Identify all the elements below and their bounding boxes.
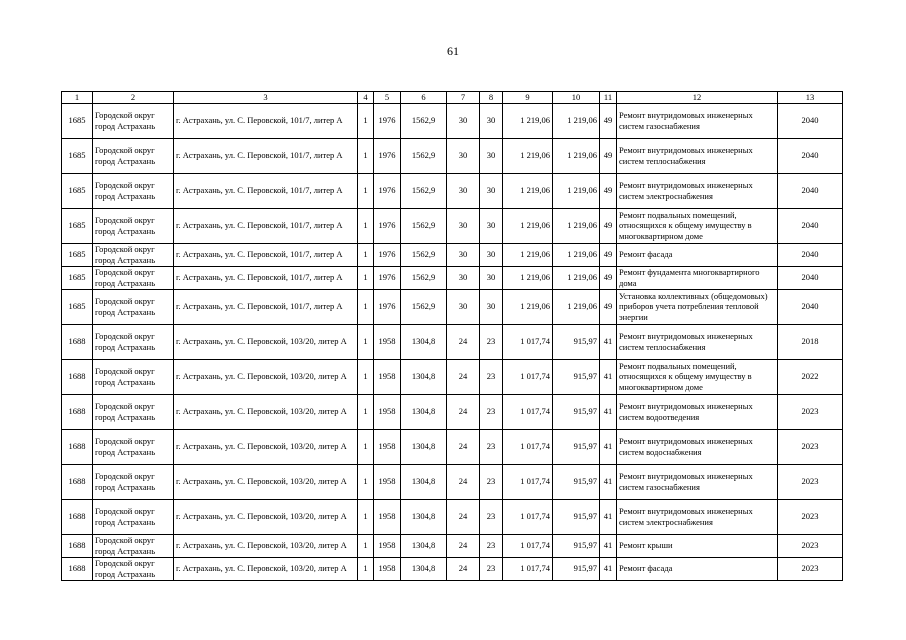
cell-plan-year: 2040 <box>778 173 843 208</box>
cell-address: г. Астрахань, ул. С. Перовской, 103/20, литер А <box>174 324 358 359</box>
cell-area: 1304,8 <box>401 499 447 534</box>
cell-col10: 1 219,06 <box>553 289 600 324</box>
cell-year: 1976 <box>374 103 401 138</box>
cell-col10: 1 219,06 <box>553 103 600 138</box>
cell-col9: 1 219,06 <box>503 243 553 266</box>
cell-id: 1688 <box>62 359 93 394</box>
cell-year: 1958 <box>374 499 401 534</box>
table-row <box>62 534 843 557</box>
page-number: 61 <box>447 44 459 58</box>
column-header: 11 <box>600 92 617 104</box>
cell-col4: 1 <box>358 266 374 289</box>
cell-municipality: Городской округ город Астрахань <box>93 208 174 243</box>
cell-col9: 1 017,74 <box>503 557 553 580</box>
cell-area: 1304,8 <box>401 359 447 394</box>
column-header: 12 <box>617 92 778 104</box>
cell-address: г. Астрахань, ул. С. Перовской, 101/7, литер А <box>174 289 358 324</box>
cell-year: 1976 <box>374 173 401 208</box>
cell-col9: 1 017,74 <box>503 324 553 359</box>
cell-col7: 24 <box>447 499 480 534</box>
cell-col7: 30 <box>447 243 480 266</box>
cell-area: 1304,8 <box>401 394 447 429</box>
cell-col7: 24 <box>447 359 480 394</box>
cell-col8: 23 <box>480 464 503 499</box>
cell-municipality: Городской округ город Астрахань <box>93 243 174 266</box>
cell-plan-year: 2023 <box>778 557 843 580</box>
column-header: 13 <box>778 92 843 104</box>
table-row <box>62 289 843 324</box>
cell-area: 1304,8 <box>401 324 447 359</box>
table-row <box>62 103 843 138</box>
cell-year: 1958 <box>374 324 401 359</box>
cell-col10: 915,97 <box>553 359 600 394</box>
cell-id: 1685 <box>62 173 93 208</box>
cell-address: г. Астрахань, ул. С. Перовской, 101/7, литер А <box>174 266 358 289</box>
cell-address: г. Астрахань, ул. С. Перовской, 103/20, литер А <box>174 359 358 394</box>
cell-work-type: Ремонт подвальных помещений, относящихся к общему имуществу в многоквартирном доме <box>617 208 778 243</box>
cell-address: г. Астрахань, ул. С. Перовской, 103/20, литер А <box>174 429 358 464</box>
table-row <box>62 266 843 289</box>
cell-id: 1685 <box>62 243 93 266</box>
cell-plan-year: 2040 <box>778 243 843 266</box>
cell-col8: 30 <box>480 208 503 243</box>
cell-col4: 1 <box>358 289 374 324</box>
cell-col10: 915,97 <box>553 557 600 580</box>
table-row <box>62 429 843 464</box>
cell-col11: 49 <box>600 208 617 243</box>
cell-col10: 915,97 <box>553 534 600 557</box>
table-row <box>62 138 843 173</box>
cell-col10: 915,97 <box>553 499 600 534</box>
cell-col4: 1 <box>358 208 374 243</box>
cell-plan-year: 2023 <box>778 464 843 499</box>
cell-area: 1304,8 <box>401 557 447 580</box>
cell-address: г. Астрахань, ул. С. Перовской, 101/7, литер А <box>174 173 358 208</box>
cell-id: 1685 <box>62 266 93 289</box>
cell-municipality: Городской округ город Астрахань <box>93 173 174 208</box>
cell-work-type: Ремонт внутридомовых инженерных систем газоснабжения <box>617 464 778 499</box>
cell-area: 1562,9 <box>401 138 447 173</box>
cell-col4: 1 <box>358 394 374 429</box>
cell-id: 1688 <box>62 394 93 429</box>
cell-plan-year: 2040 <box>778 138 843 173</box>
cell-plan-year: 2023 <box>778 499 843 534</box>
cell-address: г. Астрахань, ул. С. Перовской, 103/20, литер А <box>174 499 358 534</box>
column-header: 3 <box>174 92 358 104</box>
column-header: 9 <box>503 92 553 104</box>
cell-municipality: Городской округ город Астрахань <box>93 266 174 289</box>
table-row <box>62 243 843 266</box>
cell-col4: 1 <box>358 359 374 394</box>
cell-col11: 41 <box>600 359 617 394</box>
cell-col11: 41 <box>600 499 617 534</box>
cell-id: 1688 <box>62 557 93 580</box>
cell-col9: 1 017,74 <box>503 429 553 464</box>
cell-id: 1688 <box>62 499 93 534</box>
cell-col10: 1 219,06 <box>553 208 600 243</box>
cell-col11: 41 <box>600 429 617 464</box>
cell-col7: 30 <box>447 103 480 138</box>
cell-col9: 1 219,06 <box>503 138 553 173</box>
cell-year: 1958 <box>374 464 401 499</box>
cell-col7: 24 <box>447 394 480 429</box>
cell-col11: 49 <box>600 289 617 324</box>
cell-col10: 915,97 <box>553 429 600 464</box>
cell-id: 1685 <box>62 289 93 324</box>
cell-col8: 23 <box>480 557 503 580</box>
cell-col4: 1 <box>358 557 374 580</box>
cell-address: г. Астрахань, ул. С. Перовской, 103/20, литер А <box>174 534 358 557</box>
cell-col11: 49 <box>600 173 617 208</box>
cell-col10: 1 219,06 <box>553 173 600 208</box>
cell-col8: 30 <box>480 289 503 324</box>
cell-municipality: Городской округ город Астрахань <box>93 138 174 173</box>
cell-year: 1976 <box>374 266 401 289</box>
cell-municipality: Городской округ город Астрахань <box>93 103 174 138</box>
header-row <box>62 92 843 104</box>
table-row <box>62 557 843 580</box>
cell-work-type: Ремонт внутридомовых инженерных систем электроснабжения <box>617 499 778 534</box>
cell-address: г. Астрахань, ул. С. Перовской, 103/20, литер А <box>174 394 358 429</box>
cell-col9: 1 219,06 <box>503 103 553 138</box>
cell-col7: 24 <box>447 534 480 557</box>
cell-col9: 1 219,06 <box>503 289 553 324</box>
cell-col7: 30 <box>447 289 480 324</box>
cell-work-type: Ремонт фасада <box>617 557 778 580</box>
cell-id: 1688 <box>62 429 93 464</box>
cell-address: г. Астрахань, ул. С. Перовской, 103/20, литер А <box>174 557 358 580</box>
cell-area: 1562,9 <box>401 289 447 324</box>
cell-col7: 30 <box>447 208 480 243</box>
column-header: 6 <box>401 92 447 104</box>
column-header: 5 <box>374 92 401 104</box>
cell-work-type: Ремонт крыши <box>617 534 778 557</box>
column-header: 4 <box>358 92 374 104</box>
column-header: 8 <box>480 92 503 104</box>
table-row <box>62 499 843 534</box>
cell-col9: 1 017,74 <box>503 359 553 394</box>
cell-municipality: Городской округ город Астрахань <box>93 359 174 394</box>
cell-col7: 30 <box>447 138 480 173</box>
cell-col9: 1 017,74 <box>503 464 553 499</box>
cell-address: г. Астрахань, ул. С. Перовской, 101/7, литер А <box>174 243 358 266</box>
cell-col10: 915,97 <box>553 464 600 499</box>
cell-municipality: Городской округ город Астрахань <box>93 499 174 534</box>
cell-col7: 24 <box>447 464 480 499</box>
table-row <box>62 464 843 499</box>
registry-table <box>61 91 843 581</box>
cell-municipality: Городской округ город Астрахань <box>93 429 174 464</box>
cell-work-type: Установка коллективных (общедомовых) приборов учета потребления тепловой энергии <box>617 289 778 324</box>
cell-id: 1688 <box>62 324 93 359</box>
cell-col10: 1 219,06 <box>553 266 600 289</box>
cell-col9: 1 017,74 <box>503 499 553 534</box>
cell-plan-year: 2023 <box>778 429 843 464</box>
cell-plan-year: 2018 <box>778 324 843 359</box>
cell-col8: 23 <box>480 499 503 534</box>
cell-year: 1958 <box>374 534 401 557</box>
cell-col11: 41 <box>600 534 617 557</box>
cell-col10: 915,97 <box>553 324 600 359</box>
cell-address: г. Астрахань, ул. С. Перовской, 103/20, литер А <box>174 464 358 499</box>
cell-col11: 49 <box>600 266 617 289</box>
cell-col8: 30 <box>480 266 503 289</box>
cell-col4: 1 <box>358 324 374 359</box>
cell-area: 1562,9 <box>401 173 447 208</box>
cell-area: 1562,9 <box>401 243 447 266</box>
cell-area: 1304,8 <box>401 464 447 499</box>
cell-id: 1688 <box>62 464 93 499</box>
cell-col8: 23 <box>480 359 503 394</box>
cell-col11: 41 <box>600 464 617 499</box>
cell-col8: 23 <box>480 429 503 464</box>
cell-col8: 30 <box>480 243 503 266</box>
cell-col9: 1 219,06 <box>503 266 553 289</box>
cell-col4: 1 <box>358 138 374 173</box>
cell-plan-year: 2040 <box>778 208 843 243</box>
cell-col8: 23 <box>480 534 503 557</box>
cell-col8: 30 <box>480 173 503 208</box>
cell-col10: 1 219,06 <box>553 138 600 173</box>
cell-area: 1562,9 <box>401 103 447 138</box>
table-row <box>62 359 843 394</box>
cell-col11: 41 <box>600 324 617 359</box>
cell-col4: 1 <box>358 173 374 208</box>
table-row <box>62 173 843 208</box>
cell-col11: 49 <box>600 243 617 266</box>
cell-address: г. Астрахань, ул. С. Перовской, 101/7, литер А <box>174 208 358 243</box>
cell-col4: 1 <box>358 429 374 464</box>
cell-year: 1958 <box>374 557 401 580</box>
cell-plan-year: 2022 <box>778 359 843 394</box>
cell-year: 1958 <box>374 394 401 429</box>
cell-id: 1685 <box>62 138 93 173</box>
cell-col8: 23 <box>480 394 503 429</box>
cell-address: г. Астрахань, ул. С. Перовской, 101/7, литер А <box>174 138 358 173</box>
cell-work-type: Ремонт внутридомовых инженерных систем теплоснабжения <box>617 138 778 173</box>
cell-work-type: Ремонт внутридомовых инженерных систем теплоснабжения <box>617 324 778 359</box>
cell-col9: 1 219,06 <box>503 173 553 208</box>
cell-id: 1685 <box>62 103 93 138</box>
cell-plan-year: 2040 <box>778 266 843 289</box>
cell-col7: 24 <box>447 557 480 580</box>
cell-col7: 24 <box>447 324 480 359</box>
cell-address: г. Астрахань, ул. С. Перовской, 101/7, литер А <box>174 103 358 138</box>
cell-col11: 41 <box>600 557 617 580</box>
cell-col9: 1 017,74 <box>503 534 553 557</box>
cell-year: 1958 <box>374 359 401 394</box>
cell-plan-year: 2023 <box>778 534 843 557</box>
cell-work-type: Ремонт внутридомовых инженерных систем водоотведения <box>617 394 778 429</box>
cell-col4: 1 <box>358 464 374 499</box>
cell-id: 1688 <box>62 534 93 557</box>
cell-work-type: Ремонт внутридомовых инженерных систем газоснабжения <box>617 103 778 138</box>
cell-col7: 30 <box>447 173 480 208</box>
cell-col7: 30 <box>447 266 480 289</box>
cell-year: 1976 <box>374 289 401 324</box>
cell-col9: 1 017,74 <box>503 394 553 429</box>
cell-year: 1976 <box>374 208 401 243</box>
cell-year: 1958 <box>374 429 401 464</box>
cell-col9: 1 219,06 <box>503 208 553 243</box>
cell-plan-year: 2040 <box>778 289 843 324</box>
cell-municipality: Городской округ город Астрахань <box>93 394 174 429</box>
cell-municipality: Городской округ город Астрахань <box>93 289 174 324</box>
cell-col4: 1 <box>358 103 374 138</box>
cell-col4: 1 <box>358 499 374 534</box>
cell-year: 1976 <box>374 138 401 173</box>
cell-area: 1562,9 <box>401 208 447 243</box>
cell-work-type: Ремонт внутридомовых инженерных систем электроснабжения <box>617 173 778 208</box>
cell-area: 1562,9 <box>401 266 447 289</box>
table-row <box>62 394 843 429</box>
table-row <box>62 208 843 243</box>
cell-col11: 41 <box>600 394 617 429</box>
cell-col8: 30 <box>480 138 503 173</box>
cell-municipality: Городской округ город Астрахань <box>93 557 174 580</box>
cell-id: 1685 <box>62 208 93 243</box>
cell-col10: 915,97 <box>553 394 600 429</box>
cell-col8: 23 <box>480 324 503 359</box>
cell-area: 1304,8 <box>401 429 447 464</box>
cell-col11: 49 <box>600 103 617 138</box>
column-header: 1 <box>62 92 93 104</box>
cell-work-type: Ремонт фасада <box>617 243 778 266</box>
cell-plan-year: 2040 <box>778 103 843 138</box>
cell-col7: 24 <box>447 429 480 464</box>
cell-work-type: Ремонт подвальных помещений, относящихся к общему имуществу в многоквартирном доме <box>617 359 778 394</box>
cell-col10: 1 219,06 <box>553 243 600 266</box>
cell-year: 1976 <box>374 243 401 266</box>
column-header: 7 <box>447 92 480 104</box>
table-row <box>62 324 843 359</box>
cell-col8: 30 <box>480 103 503 138</box>
cell-col4: 1 <box>358 243 374 266</box>
cell-col4: 1 <box>358 534 374 557</box>
cell-col11: 49 <box>600 138 617 173</box>
column-header: 10 <box>553 92 600 104</box>
cell-municipality: Городской округ город Астрахань <box>93 324 174 359</box>
cell-work-type: Ремонт фундамента многоквартирного дома <box>617 266 778 289</box>
cell-work-type: Ремонт внутридомовых инженерных систем водоснабжения <box>617 429 778 464</box>
cell-municipality: Городской округ город Астрахань <box>93 464 174 499</box>
cell-municipality: Городской округ город Астрахань <box>93 534 174 557</box>
cell-area: 1304,8 <box>401 534 447 557</box>
column-header: 2 <box>93 92 174 104</box>
cell-plan-year: 2023 <box>778 394 843 429</box>
